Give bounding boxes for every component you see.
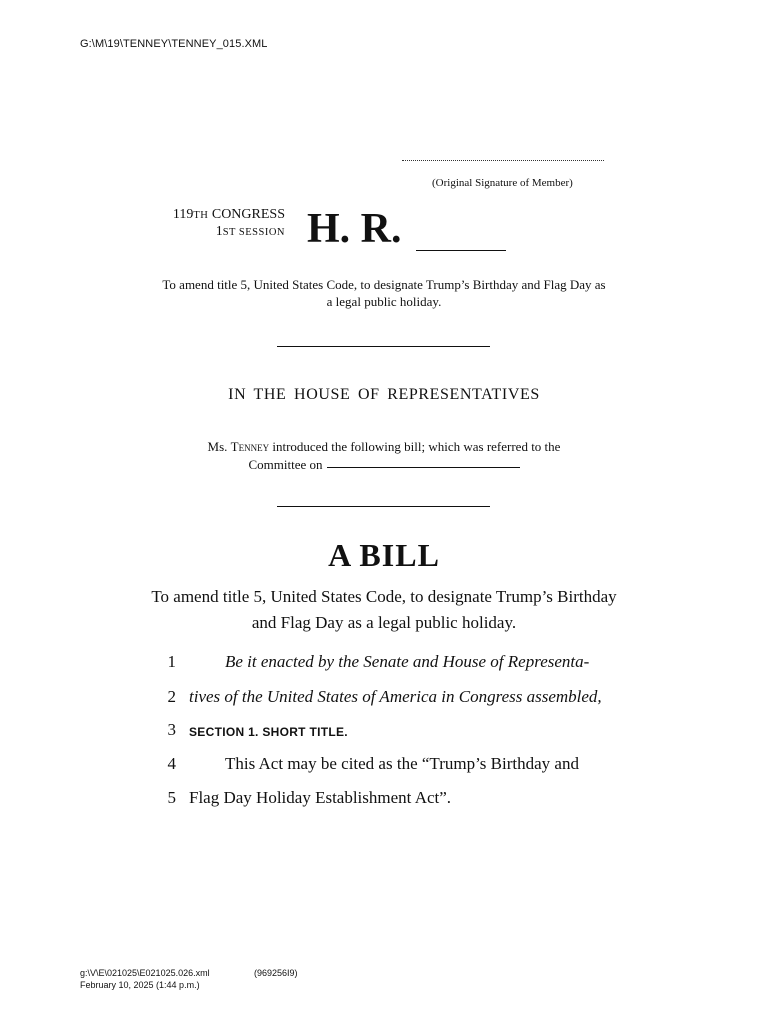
line-number: 3: [167, 720, 176, 739]
bill-line: [160, 719, 620, 741]
chamber-heading: IN THE HOUSE OF REPRESENTATIVES: [228, 386, 540, 403]
bill-number-blank: [416, 250, 506, 251]
section-text: Flag Day Holiday Establishment Act”.: [189, 788, 452, 807]
sponsor-name: Tenney: [230, 439, 270, 454]
line-number: 1: [167, 652, 176, 671]
document-file-path: G:\M\19\TENNEY\TENNEY_015.XML: [80, 38, 268, 50]
enacting-clause: tives of the United States of America in Congress assembled,: [189, 687, 602, 706]
bill-line: [160, 787, 620, 809]
line-number: 5: [167, 788, 176, 807]
signature-caption: (Original Signature of Member): [432, 177, 573, 189]
a-bill-heading: A BILL: [328, 537, 440, 573]
footer-document-code: (969256I9): [254, 968, 298, 978]
footer-file-path: g:\V\E\021025\E021025.026.xml: [80, 968, 210, 978]
divider-rule: [277, 346, 490, 347]
footer-file-info: [80, 967, 210, 991]
introduction-statement: [160, 438, 608, 474]
divider-rule: [277, 506, 490, 507]
session-number-suffix: ST: [222, 227, 236, 238]
bill-line: [160, 686, 620, 708]
committee-blank: [327, 467, 520, 468]
line-number: 2: [167, 687, 176, 706]
line-number: 4: [167, 754, 176, 773]
bill-long-title: To amend title 5, United States Code, to designate Trump’s Birthday and Flag Day as a legal public holiday.: [151, 587, 617, 632]
session-number: 1: [215, 224, 223, 239]
intro-text: introduced the following bill; which was referred to the: [269, 439, 561, 454]
footer-date: February 10, 2025 (1:44 p.m.): [80, 980, 200, 990]
session-line: [130, 224, 285, 241]
section-text: This Act may be cited as the “Trump’s Birthday and: [225, 754, 579, 773]
signature-line: [402, 160, 604, 161]
bill-designation: H. R.: [307, 206, 402, 252]
sponsor-prefix: Ms.: [207, 439, 231, 454]
enacting-clause: Be it enacted by the Senate and House of Representa-: [225, 652, 590, 671]
bill-line: [160, 651, 620, 673]
congress-session-block: [130, 207, 285, 241]
bill-line: [160, 753, 620, 775]
bill-short-description: To amend title 5, United States Code, to designate Trump’s Birthday and Flag Day as a legal public holiday.: [162, 277, 606, 309]
session-label: SESSION: [235, 227, 285, 238]
congress-label: CONGRESS: [208, 207, 285, 222]
congress-number: 119: [172, 207, 194, 222]
congress-line: [130, 207, 285, 224]
section-heading: SECTION 1. SHORT TITLE.: [189, 725, 348, 739]
congress-number-suffix: TH: [193, 210, 209, 221]
committee-text: Committee on: [248, 457, 323, 472]
